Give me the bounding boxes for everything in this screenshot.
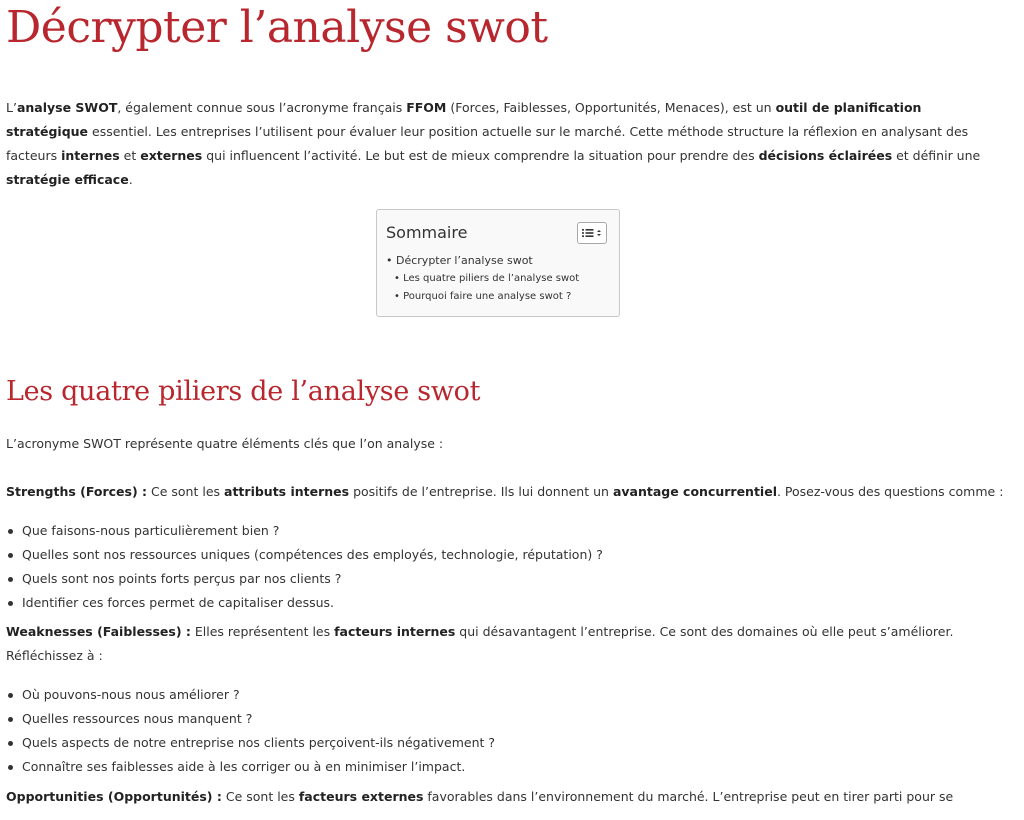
- intro-text: (Forces, Faiblesses, Opportunités, Menaces), est un: [446, 100, 776, 115]
- list-item: Où pouvons-nous nous améliorer ?: [6, 683, 1004, 707]
- intro-text: , également connue sous l’acronyme français: [117, 100, 407, 115]
- opportunities-paragraph: [6, 785, 1004, 809]
- toc-link[interactable]: Décrypter l’analyse swot: [396, 254, 533, 267]
- table-of-contents: [376, 209, 620, 317]
- weaknesses-label: Weaknesses (Faiblesses) :: [6, 624, 191, 639]
- strengths-list: [6, 519, 1004, 615]
- intro-bold: internes: [61, 148, 120, 163]
- intro-bold: externes: [140, 148, 203, 163]
- opportunities-label: Opportunities (Opportunités) :: [6, 789, 222, 804]
- page-title: Décrypter l’analyse swot: [6, 2, 548, 53]
- toc-item: • Décrypter l’analyse swot: [386, 254, 533, 267]
- paragraph-text: favorables dans l’environnement du marché. L’entreprise peut en tirer parti pour se: [423, 789, 954, 804]
- intro-text: qui influencent l’activité. Le but est de mieux comprendre la situation pour prendre des: [202, 148, 759, 163]
- paragraph-text: Elles représentent les: [190, 624, 335, 639]
- intro-bold: analyse SWOT: [16, 100, 118, 115]
- paragraph-text: . Posez-vous des questions comme :: [776, 484, 1004, 499]
- paragraph-bold: avantage concurrentiel: [612, 484, 777, 499]
- toc-link[interactable]: Les quatre piliers de l’analyse swot: [403, 273, 580, 284]
- list-item: Quelles ressources nous manquent ?: [6, 707, 1004, 731]
- paragraph-bold: facteurs externes: [298, 789, 424, 804]
- toc-title: Sommaire: [386, 223, 468, 242]
- paragraph-text: Ce sont les: [221, 789, 299, 804]
- intro-text: .: [128, 172, 133, 187]
- toc-link[interactable]: Pourquoi faire une analyse swot ?: [403, 291, 572, 302]
- section-lead: L’acronyme SWOT représente quatre éléments clés que l’on analyse :: [6, 436, 444, 451]
- list-toggle-icon: [582, 228, 602, 238]
- toc-subitem: • Pourquoi faire une analyse swot ?: [394, 291, 572, 302]
- toc-toggle-button[interactable]: [577, 222, 607, 244]
- list-item: Quels aspects de notre entreprise nos clients perçoivent-ils négativement ?: [6, 731, 1004, 755]
- paragraph-text: Ce sont les: [147, 484, 225, 499]
- list-item: Quels sont nos points forts perçus par nos clients ?: [6, 567, 1004, 591]
- list-item: Identifier ces forces permet de capitaliser dessus.: [6, 591, 1004, 615]
- intro-text: L’: [6, 100, 17, 115]
- weaknesses-paragraph: [6, 620, 1004, 668]
- toc-subitem: • Les quatre piliers de l’analyse swot: [394, 273, 580, 284]
- section-heading: Les quatre piliers de l’analyse swot: [6, 376, 481, 407]
- weaknesses-list: [6, 683, 1004, 779]
- list-item: Quelles sont nos ressources uniques (compétences des employés, technologie, réputation) ?: [6, 543, 1004, 567]
- intro-bold: outil de planification stratégique: [6, 100, 922, 139]
- intro-text: et: [119, 148, 141, 163]
- intro-paragraph: [6, 96, 1004, 192]
- toc-list: [386, 252, 579, 306]
- list-item: Que faisons-nous particulièrement bien ?: [6, 519, 1004, 543]
- paragraph-text: qui désavantagent l’entreprise. Ce sont des domaines où elle peut s’améliorer. Réfléchissez à :: [6, 624, 954, 663]
- strengths-paragraph: [6, 480, 1004, 504]
- intro-text: et définir une: [892, 148, 981, 163]
- intro-bold: FFOM: [406, 100, 447, 115]
- strengths-label: Strengths (Forces) :: [6, 484, 148, 499]
- list-item: Connaître ses faiblesses aide à les corriger ou à en minimiser l’impact.: [6, 755, 1004, 779]
- intro-text: essentiel. Les entreprises l’utilisent pour évaluer leur position actuelle sur le marché. Cette méthode structure la réflexion en analysant des facteurs: [6, 124, 969, 163]
- paragraph-bold: attributs internes: [224, 484, 350, 499]
- paragraph-text: positifs de l’entreprise. Ils lui donnent un: [349, 484, 613, 499]
- intro-bold: décisions éclairées: [758, 148, 893, 163]
- intro-bold: stratégie efficace: [6, 172, 129, 187]
- paragraph-bold: facteurs internes: [334, 624, 456, 639]
